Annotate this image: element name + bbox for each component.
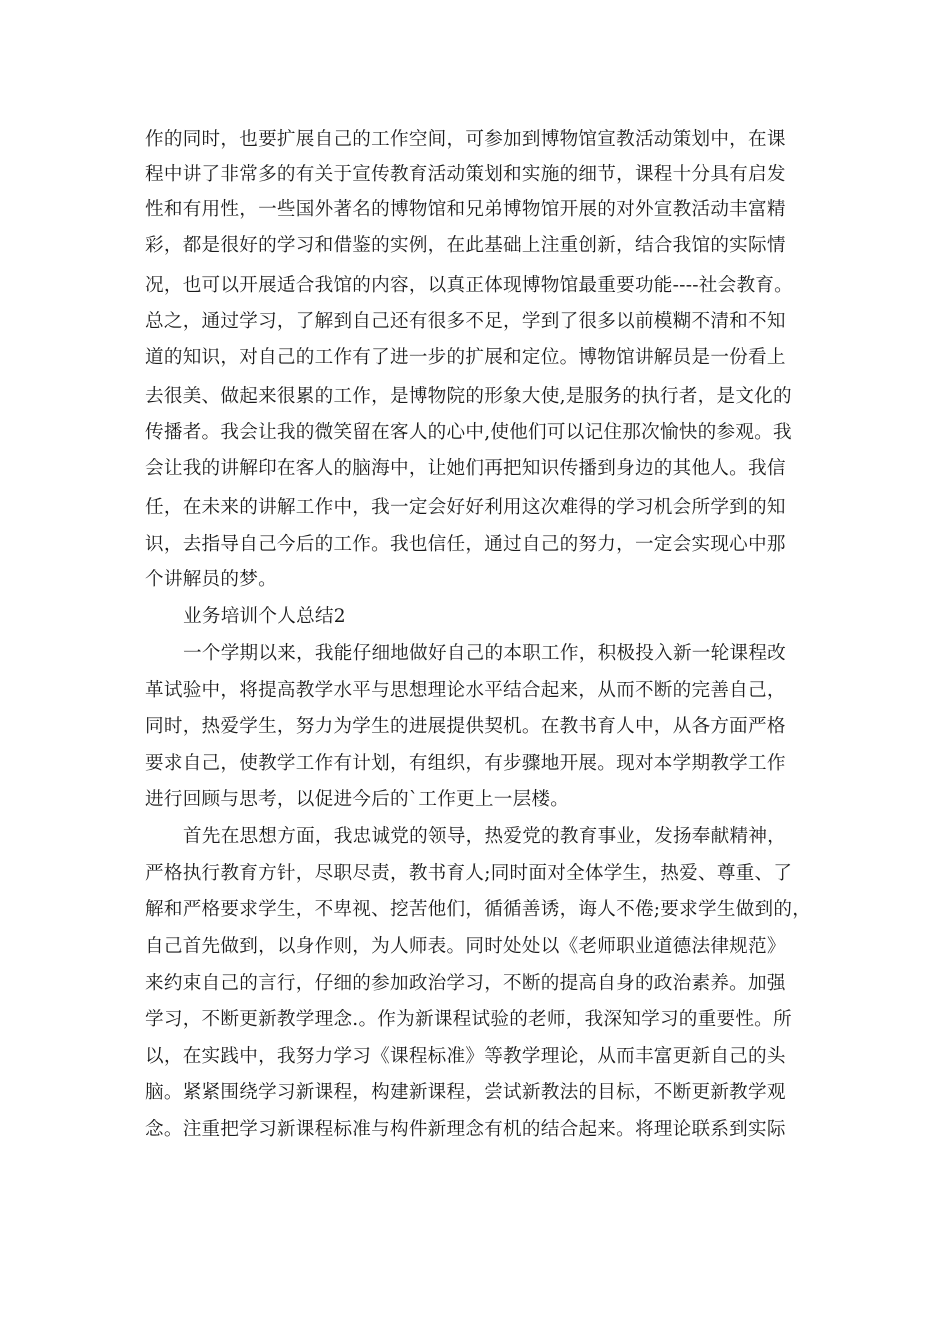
text-line: 学习，不断更新教学理念.。作为新课程试验的老师，我深知学习的重要性。所: [145, 1009, 792, 1030]
text-line: 去很美、做起来很累的工作，是博物院的形象大使,是服务的执行者，是文化的: [145, 386, 792, 407]
text-line: 作的同时，也要扩展自己的工作空间，可参加到博物馆宣教活动策划中，在课: [145, 129, 786, 150]
text-line: 个讲解员的梦。: [145, 569, 277, 590]
text-line: 自己首先做到，以身作则，为人师表。同时处处以《老师职业道德法律规范》: [145, 936, 786, 957]
text-line: 性和有用性，一些国外著名的博物馆和兄弟博物馆开展的对外宣教活动丰富精: [145, 199, 786, 220]
text-line: 一个学期以来，我能仔细地做好自己的本职工作，积极投入新一轮课程改: [183, 643, 787, 664]
text-line: 念。注重把学习新课程标准与构件新理念有机的结合起来。将理论联系到实际: [145, 1119, 786, 1140]
text-line: 识，去指导自己今后的工作。我也信任，通过自己的努力，一定会实现心中那: [145, 534, 786, 555]
text-line: 道的知识，对自己的工作有了进一步的扩展和定位。博物馆讲解员是一份看上: [145, 347, 786, 368]
text-line: 要求自己，使教学工作有计划，有组织，有步骤地开展。现对本学期教学工作: [145, 753, 786, 774]
text-line: 脑。紧紧围绕学习新课程，构建新课程，尝试新教法的目标，不断更新教学观: [145, 1082, 786, 1103]
text-line: 程中讲了非常多的有关于宣传教育活动策划和实施的细节，课程十分具有启发: [145, 164, 786, 185]
text-line: 进行回顾与思考，以促进今后的`工作更上一层楼。: [145, 789, 570, 810]
text-line: 任，在未来的讲解工作中，我一定会好好利用这次难得的学习机会所学到的知: [145, 497, 786, 518]
text-line: 解和严格要求学生，不卑视、挖苦他们，循循善诱，诲人不倦;要求学生做到的，: [145, 899, 812, 920]
text-line: 传播者。我会让我的微笑留在客人的心中,使他们可以记住那次愉快的参观。我: [145, 422, 792, 443]
text-line: 况，也可以开展适合我馆的内容，以真正体现博物馆最重要功能----社会教育。: [145, 275, 793, 296]
text-line: 彩，都是很好的学习和借鉴的实例，在此基础上注重创新，结合我馆的实际情: [145, 235, 786, 256]
text-line: 革试验中，将提高教学水平与思想理论水平结合起来，从而不断的完善自己，: [145, 680, 786, 701]
text-line: 来约束自己的言行，仔细的参加政治学习，不断的提高自身的政治素养。加强: [145, 973, 786, 994]
text-line: 会让我的讲解印在客人的脑海中，让她们再把知识传播到身边的其他人。我信: [145, 458, 786, 479]
text-line: 首先在思想方面，我忠诚党的领导，热爱党的教育事业，发扬奉献精神，: [183, 826, 787, 847]
text-line: 总之，通过学习，了解到自己还有很多不足，学到了很多以前模糊不清和不知: [145, 311, 786, 332]
section-heading: 业务培训个人总结2: [183, 606, 346, 627]
text-line: 以，在实践中，我努力学习《课程标准》等教学理论，从而丰富更新自己的头: [145, 1046, 786, 1067]
text-line: 严格执行教育方针，尽职尽责，教书育人;同时面对全体学生，热爱、尊重、了: [145, 863, 793, 884]
text-line: 同时，热爱学生，努力为学生的进展提供契机。在教书育人中，从各方面严格: [145, 716, 786, 737]
